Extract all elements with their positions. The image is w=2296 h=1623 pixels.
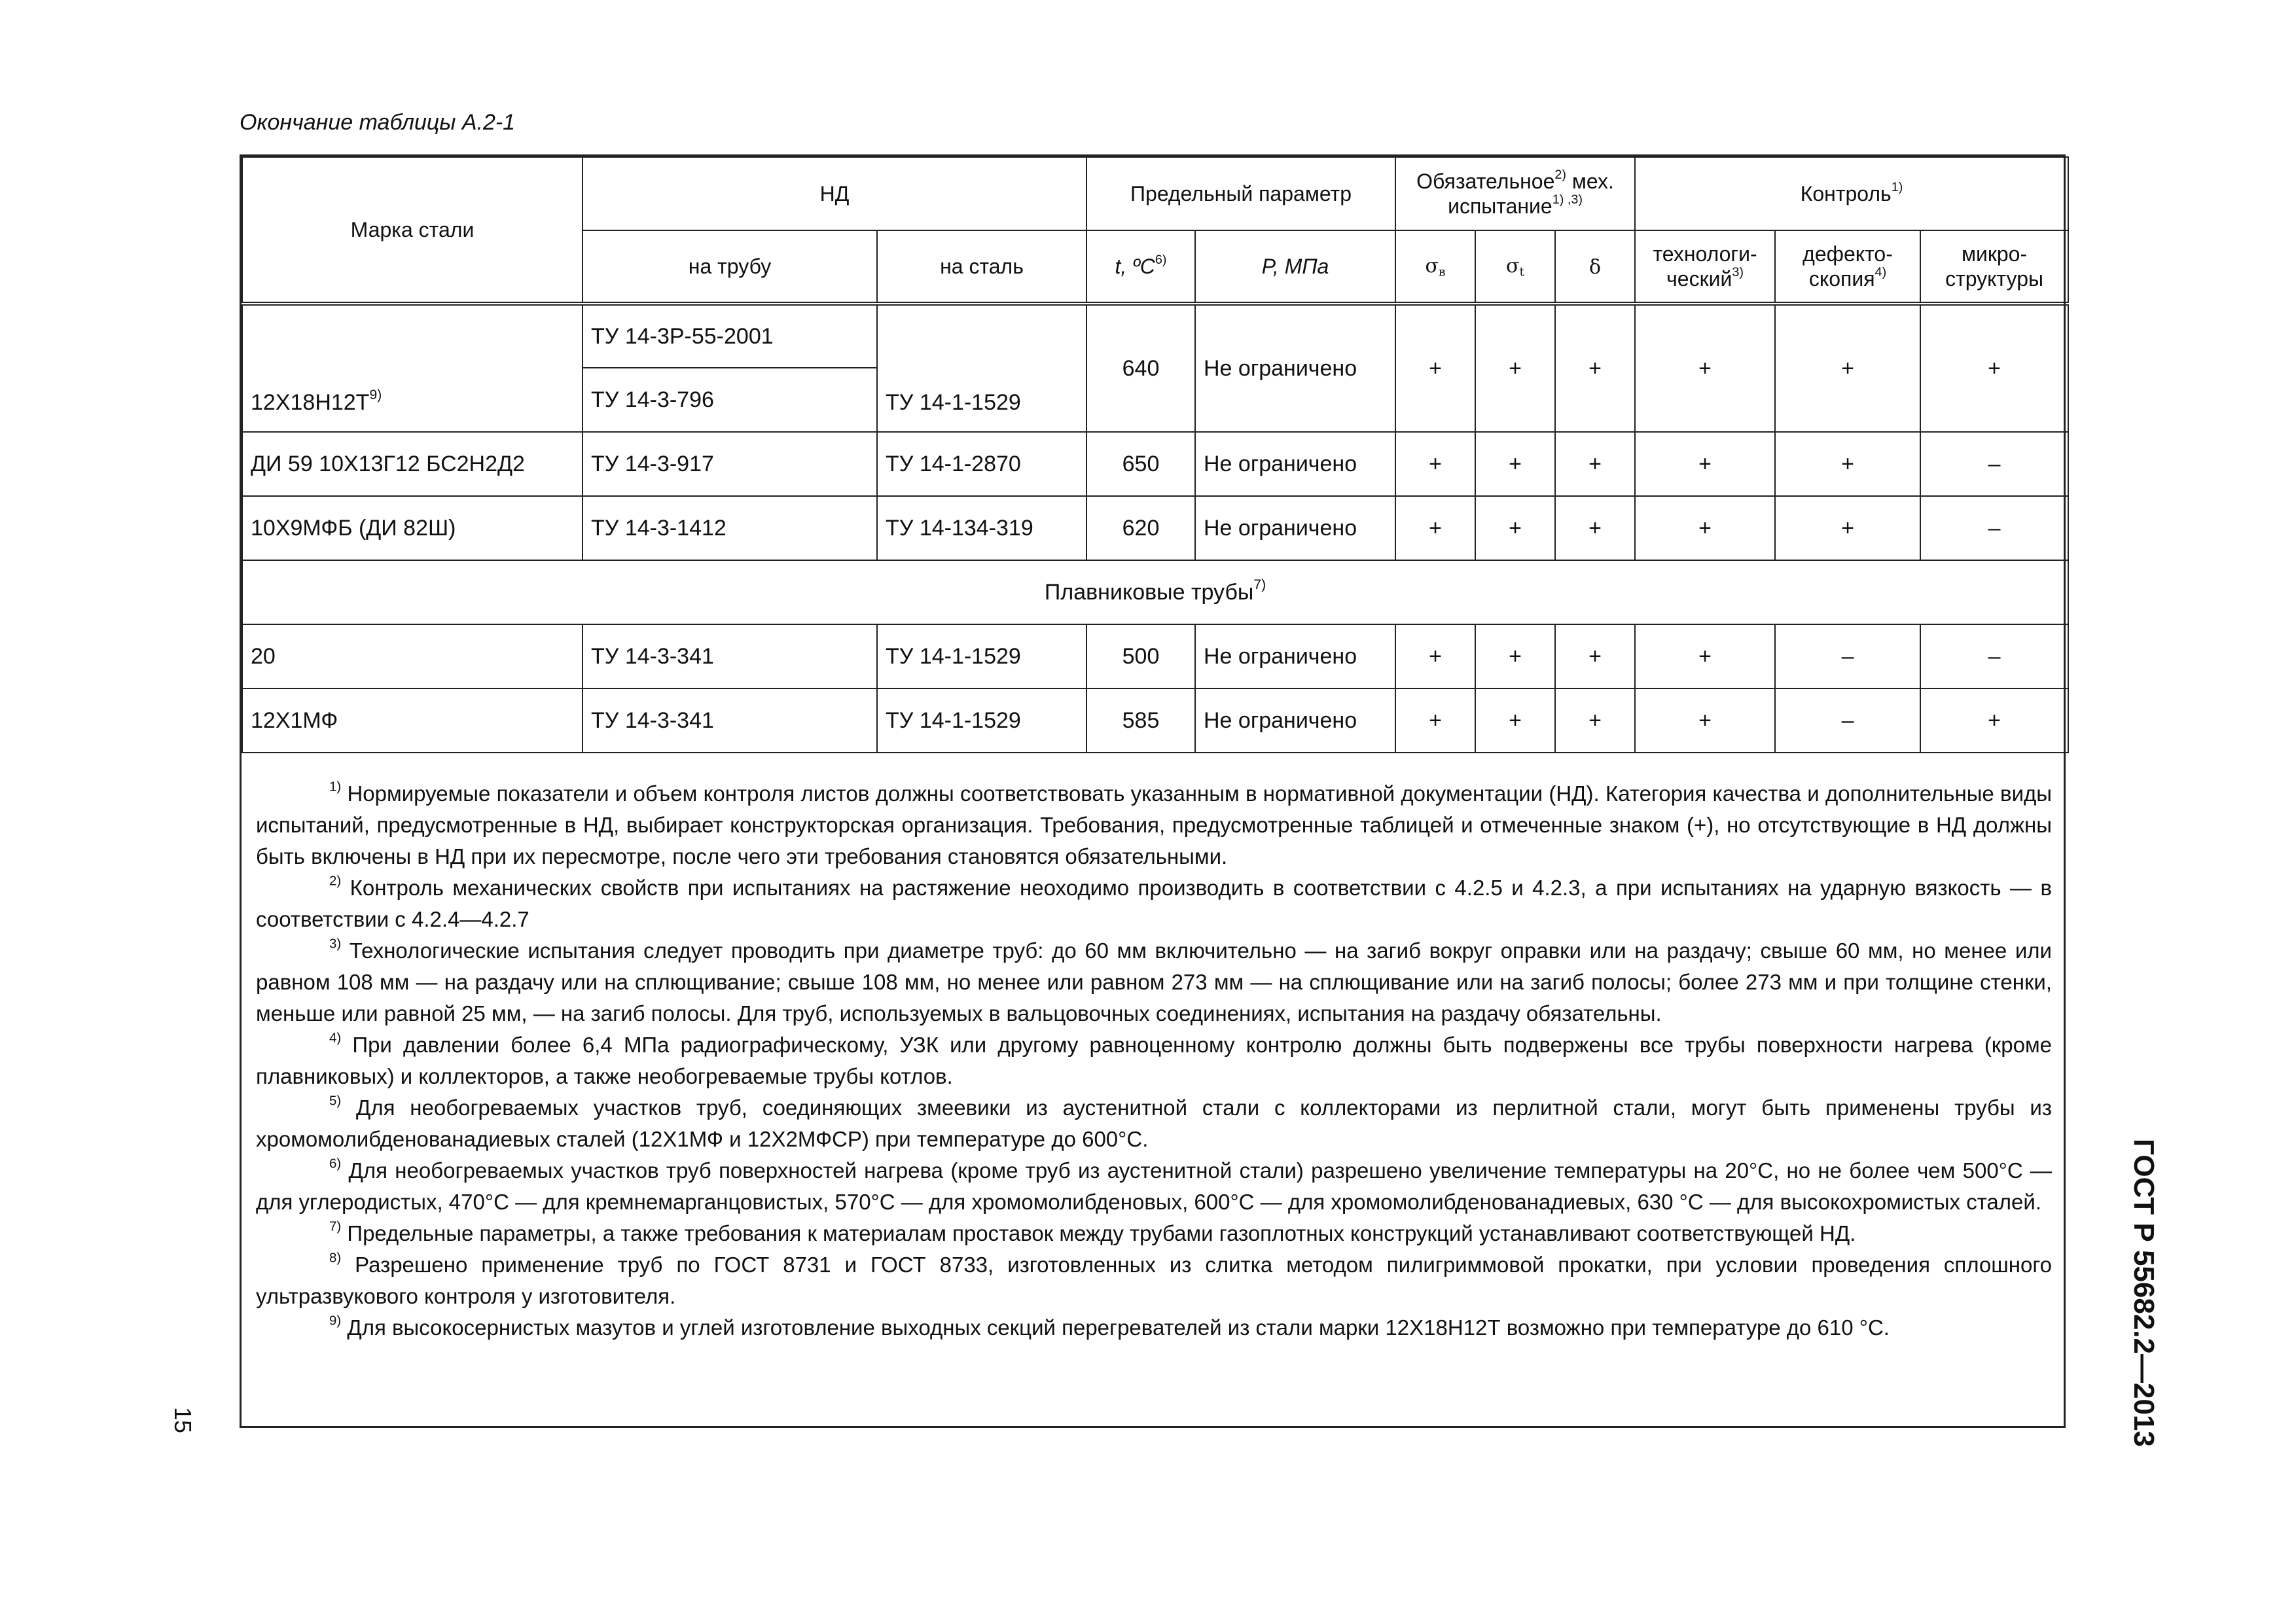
- header-nd-steel: на сталь: [877, 230, 1086, 304]
- footnote-mark: 7): [329, 1219, 342, 1234]
- cell-temperature: 650: [1086, 432, 1195, 496]
- footnote-mark: 2): [329, 873, 342, 889]
- footnote-mark: 5): [329, 1093, 342, 1109]
- cell-microstructure: +: [1920, 688, 2068, 753]
- table-caption: Окончание таблицы А.2-1: [240, 110, 516, 135]
- header-tech-text-a: технологи-: [1653, 241, 1757, 266]
- footnote: [256, 1092, 2052, 1155]
- footnote-text: Нормируемые показатели и объем контроля листов должны соответствовать указанным в нормативной документации (НД). Категория качества и дополнительные виды испытаний, предусмотренные в НД, выбирает конструкторская организация. Требования, предусмотренные таблицей и отмеченные знаком (+), но отсутствующие в НД должны быть включены в НД при их пересмотре, после чего эти требования становятся обязательными.: [256, 781, 2052, 868]
- footnote: [256, 935, 2052, 1029]
- cell-nd-steel: ТУ 14-134-319: [877, 496, 1086, 560]
- cell-nd-pipe: ТУ 14-3-341: [583, 688, 877, 753]
- header-defect-text-a: дефекто-: [1803, 241, 1893, 266]
- header-mech-test-text-a: Обязательное: [1416, 169, 1555, 193]
- header-technological: [1635, 230, 1775, 304]
- section-title-text: Плавниковые трубы: [1044, 579, 1254, 605]
- header-temperature: [1086, 230, 1195, 304]
- table-row: [242, 496, 2068, 560]
- cell-sigma-t: +: [1475, 496, 1555, 560]
- cell-delta: +: [1555, 496, 1635, 560]
- table-row: [242, 688, 2068, 753]
- cell-sigma-t: +: [1475, 304, 1555, 432]
- sigma-subscript: в: [1439, 265, 1446, 279]
- cell-temperature: 620: [1086, 496, 1195, 560]
- document-standard-title: ГОСТ Р 55682.2—2013: [2128, 1139, 2160, 1447]
- page-number: 15: [170, 1407, 196, 1434]
- header-pressure: [1195, 230, 1395, 304]
- cell-pressure: Не ограничено: [1195, 688, 1395, 753]
- footnote-text: Для необогреваемых участков труб поверхностей нагрева (кроме труб из аустенитной стали) разрешено увеличение температуры на 20°С, но не более чем 500°С — для углеродистых, 470°С — для кремнемарганцовистых, 570°С — для хромомолибденовых, 600°С — для хромомолибденованадиевых, 630 °С — для высокохромистых сталей.: [256, 1158, 2052, 1214]
- header-defect-text-b: скопия: [1808, 267, 1875, 291]
- cell-technological: +: [1635, 688, 1775, 753]
- cell-defectoscopy: +: [1775, 432, 1920, 496]
- footnote-mark: 4): [329, 1030, 342, 1046]
- footnote-text: Предельные параметры, а также требования к материалам проставок между трубами газоплотных конструкций устанавливают соответствующей НД.: [341, 1221, 1856, 1245]
- cell-delta: +: [1555, 624, 1635, 688]
- header-micro-text-b: структуры: [1945, 267, 2043, 291]
- cell-sigma-b: +: [1395, 496, 1475, 560]
- cell-sigma-b: +: [1395, 304, 1475, 432]
- steel-pipes-table: [242, 156, 2069, 753]
- header-mech-test-text-b: мех.: [1566, 169, 1614, 193]
- table-row: [242, 432, 2068, 496]
- cell-microstructure: –: [1920, 496, 2068, 560]
- footnote-text: Для высокосернистых мазутов и углей изготовление выходных секций перегревателей из стали марки 12Х18Н12Т возможно при температуре до 610 °С.: [341, 1315, 1890, 1340]
- footnote-text: Технологические испытания следует проводить при диаметре труб: до 60 мм включительно — на загиб вокруг оправки или на раздачу; свыше 60 мм, но менее или равном 108 мм — на раздачу или на сплющивание; свыше 108 мм, но менее или равном 273 мм — на сплющивание или на загиб полосы; более 273 мм и при толщине стенки, меньше или равной 25 мм, — на загиб полосы. Для труб, используемых в вальцовочных соединениях, испытания на раздачу обязательны.: [256, 938, 2052, 1026]
- cell-delta: +: [1555, 432, 1635, 496]
- cell-pressure: Не ограничено: [1195, 432, 1395, 496]
- header-mech-test-text-c: испытание: [1448, 194, 1552, 218]
- header-nd-pipe: на трубу: [583, 230, 877, 304]
- footnote: [256, 1029, 2052, 1092]
- header-micro-text-a: микро-: [1961, 241, 2028, 266]
- header-limit-param: Предельный параметр: [1086, 157, 1395, 230]
- footnote-ref: 1) ,3): [1552, 192, 1583, 207]
- section-row: [242, 560, 2068, 624]
- footnote-mark: 6): [329, 1156, 342, 1171]
- cell-delta: +: [1555, 688, 1635, 753]
- sigma-symbol: σ: [1425, 255, 1439, 278]
- footnote-text: Контроль механических свойств при испытаниях на растяжение неоходимо производить в соответствии с 4.2.5 и 4.2.3, а при испытаниях на ударную вязкость — в соответствии с 4.2.4—4.2.7: [256, 876, 2052, 931]
- table-frame: [240, 154, 2066, 1428]
- footnote-ref: 6): [1155, 252, 1167, 267]
- cell-nd-steel: ТУ 14-1-2870: [877, 432, 1086, 496]
- cell-nd-pipe: ТУ 14-3Р-55-2001: [583, 304, 877, 368]
- footnote: [256, 1249, 2052, 1312]
- cell-sigma-b: +: [1395, 432, 1475, 496]
- cell-temperature: 500: [1086, 624, 1195, 688]
- footnote-ref: 9): [369, 387, 382, 403]
- footnote: [256, 1218, 2052, 1249]
- cell-nd-pipe: ТУ 14-3-1412: [583, 496, 877, 560]
- section-title-fin-tubes: [242, 560, 2068, 624]
- cell-nd-steel: ТУ 14-1-1529: [877, 624, 1086, 688]
- cell-steel: ДИ 59 10Х13Г12 БС2Н2Д2: [242, 432, 583, 496]
- header-control-text: Контроль: [1800, 181, 1892, 205]
- cell-temperature: 585: [1086, 688, 1195, 753]
- cell-sigma-t: +: [1475, 432, 1555, 496]
- cell-sigma-b: +: [1395, 624, 1475, 688]
- footnotes: [256, 778, 2052, 1344]
- header-delta: [1555, 230, 1635, 304]
- table-row: [242, 624, 2068, 688]
- header-defectoscopy: [1775, 230, 1920, 304]
- footnote-mark: 3): [329, 936, 342, 952]
- cell-technological: +: [1635, 432, 1775, 496]
- cell-microstructure: –: [1920, 624, 2068, 688]
- cell-defectoscopy: –: [1775, 624, 1920, 688]
- table-row: [242, 304, 2068, 368]
- header-temperature-text: t, ºC: [1115, 254, 1155, 278]
- cell-pressure: Не ограничено: [1195, 496, 1395, 560]
- footnote: [256, 1155, 2052, 1218]
- footnote-ref: 3): [1732, 265, 1744, 280]
- header-steel-grade: Марка стали: [242, 157, 583, 304]
- delta-symbol: δ: [1588, 255, 1602, 279]
- cell-nd-steel: ТУ 14-1-1529: [877, 688, 1086, 753]
- footnote-mark: 8): [329, 1250, 342, 1266]
- cell-sigma-t: +: [1475, 624, 1555, 688]
- cell-defectoscopy: +: [1775, 496, 1920, 560]
- cell-sigma-t: +: [1475, 688, 1555, 753]
- cell-defectoscopy: +: [1775, 304, 1920, 432]
- footnote-text: При давлении более 6,4 МПа радиографическому, УЗК или другому равноценному контролю должны быть подвержены все трубы поверхности нагрева (кроме плавниковых) и коллекторов, а также необогреваемые трубы котлов.: [256, 1033, 2052, 1088]
- cell-steel: 12Х1МФ: [242, 688, 583, 753]
- footnote-ref: 1): [1891, 179, 1903, 194]
- footnote: [256, 872, 2052, 935]
- cell-delta: +: [1555, 304, 1635, 432]
- cell-steel: [242, 304, 583, 432]
- cell-defectoscopy: –: [1775, 688, 1920, 753]
- cell-pressure: Не ограничено: [1195, 304, 1395, 432]
- cell-steel: 10Х9МФБ (ДИ 82Ш): [242, 496, 583, 560]
- cell-nd-steel: ТУ 14-1-1529: [877, 304, 1086, 432]
- header-tech-text-b: ческий: [1666, 267, 1732, 291]
- cell-nd-pipe: ТУ 14-3-917: [583, 432, 877, 496]
- cell-steel: 20: [242, 624, 583, 688]
- cell-sigma-b: +: [1395, 688, 1475, 753]
- footnote: [256, 778, 2052, 872]
- footnote-text: Разрешено применение труб по ГОСТ 8731 и ГОСТ 8733, изготовленных из слитка методом пилигриммовой прокатки, при условии проведения сплошного ультразвукового контроля у изготовителя.: [256, 1253, 2052, 1308]
- header-microstructure: [1920, 230, 2068, 304]
- footnote-ref: 2): [1554, 167, 1567, 182]
- header-pressure-text: P, МПа: [1261, 254, 1329, 278]
- cell-microstructure: +: [1920, 304, 2068, 432]
- cell-nd-pipe: ТУ 14-3-796: [583, 368, 877, 432]
- header-nd: НД: [583, 157, 1086, 230]
- footnote: [256, 1312, 2052, 1344]
- cell-temperature: 640: [1086, 304, 1195, 432]
- header-control: [1635, 157, 2068, 230]
- footnote-ref: 7): [1253, 577, 1266, 592]
- footnote-mark: 1): [329, 779, 342, 794]
- steel-text: 12Х18Н12Т: [251, 390, 370, 415]
- cell-technological: +: [1635, 304, 1775, 432]
- footnote-mark: 9): [329, 1313, 342, 1329]
- cell-pressure: Не ограничено: [1195, 624, 1395, 688]
- footnote-text: Для необогреваемых участков труб, соединяющих змеевики из аустенитной стали с коллекторами из перлитной стали, могут быть применены трубы из хромомолибденованадиевых сталей (12Х1МФ и 12Х2МФСР) при температуре до 600°С.: [256, 1096, 2052, 1151]
- sigma-symbol: σ: [1506, 255, 1520, 278]
- cell-nd-pipe: ТУ 14-3-341: [583, 624, 877, 688]
- sigma-subscript: t: [1519, 265, 1524, 279]
- cell-technological: +: [1635, 496, 1775, 560]
- header-sigma-t: [1475, 230, 1555, 304]
- header-sigma-b: [1395, 230, 1475, 304]
- footnote-ref: 4): [1874, 265, 1887, 280]
- cell-microstructure: –: [1920, 432, 2068, 496]
- header-mech-test: [1395, 157, 1635, 230]
- cell-technological: +: [1635, 624, 1775, 688]
